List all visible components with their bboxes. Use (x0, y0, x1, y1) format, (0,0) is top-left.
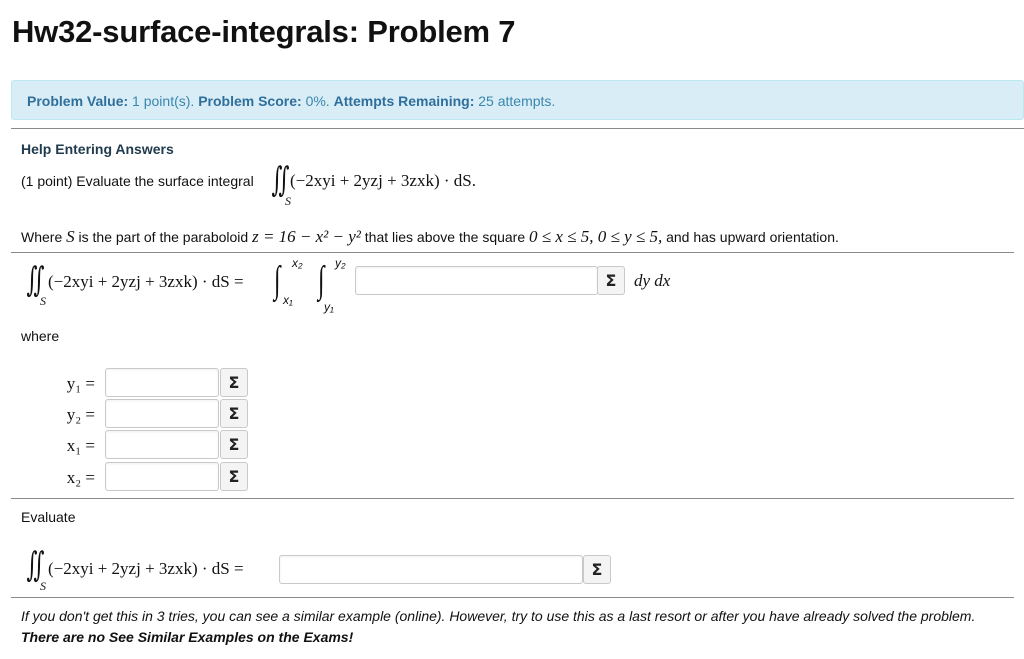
bound-label-x2: x₂ = (66, 468, 95, 487)
bound-input-x1[interactable] (105, 430, 219, 459)
equation-editor-sigma-icon[interactable]: Σ (220, 399, 248, 428)
bound-input-y2[interactable] (105, 399, 219, 428)
setup-integral (21, 260, 50, 308)
problem-intro: (1 point) Evaluate the surface integral (21, 173, 254, 189)
integral-subscript: S (39, 294, 46, 308)
inner-lower-limit: y₁ (324, 300, 334, 314)
attempts-label: Attempts Remaining: (333, 93, 475, 109)
double-integral-sign: ∬ (26, 262, 45, 299)
where-mid: is the part of the paraboloid (78, 229, 249, 245)
integral-sign: ∫ (273, 259, 281, 301)
double-integral-sign: ∬ (26, 547, 45, 584)
equation-editor-sigma-icon[interactable]: Σ (220, 462, 248, 491)
divider (11, 128, 1024, 129)
differential: dy dx (634, 271, 671, 290)
equation-editor-sigma-icon[interactable]: Σ (583, 555, 611, 584)
inner-upper-limit: y₂ (335, 256, 346, 270)
divider (11, 597, 1014, 598)
problem-value: 1 point(s). (132, 93, 195, 109)
integral-subscript: S (39, 579, 46, 593)
bound-label-y1: y₁ = (66, 374, 95, 393)
evaluate-answer-input[interactable] (279, 555, 583, 584)
evaluate-label: Evaluate (21, 509, 76, 525)
problem-info-bar (11, 80, 1024, 120)
where-prefix: Where (21, 229, 63, 245)
integrand-answer-input[interactable] (355, 266, 598, 295)
evaluate-lhs: (−2xyi + 2yzj + 3zxk) · dS = (48, 559, 244, 578)
attempts-remaining: 25 attempts. (478, 93, 556, 109)
bound-label-y2: y₂ = (66, 405, 95, 424)
where-mid2: that lies above the square (364, 229, 526, 245)
surface-var: S (66, 227, 75, 246)
integral-subscript: S (284, 194, 291, 208)
exam-warning: There are no See Similar Examples on the Exams! (21, 629, 354, 645)
setup-lhs: (−2xyi + 2yzj + 3zxk) · dS = (48, 272, 244, 291)
outer-integral (272, 258, 281, 302)
equation-editor-sigma-icon[interactable]: Σ (597, 266, 625, 295)
problem-score: 0%. (305, 93, 330, 109)
square-domain: 0 ≤ x ≤ 5, 0 ≤ y ≤ 5, (529, 227, 663, 246)
help-entering-answers-link[interactable]: Help Entering Answers (21, 141, 174, 157)
footer-note (21, 606, 1001, 648)
double-integral-sign: ∬ (271, 162, 290, 199)
bound-input-y1[interactable] (105, 368, 219, 397)
where-description (21, 227, 839, 247)
intro-integrand: (−2xyi + 2yzj + 3zxk) · dS. (290, 171, 476, 190)
divider (11, 498, 1014, 499)
paraboloid-equation: z = 16 − x² − y² (252, 227, 361, 246)
outer-upper-limit: x₂ (292, 256, 303, 270)
problem-value-label: Problem Value: (27, 93, 129, 109)
integral-sign: ∫ (317, 259, 325, 301)
evaluate-integral (21, 545, 50, 593)
where-label: where (21, 328, 60, 344)
equation-editor-sigma-icon[interactable]: Σ (220, 430, 248, 459)
inner-integral (316, 258, 325, 302)
page-title: Hw32-surface-integrals: Problem 7 (12, 14, 516, 49)
similar-example-note: If you don't get this in 3 tries, you can see a similar example (online). However, try to use this as a last resort or after you have already solved the problem. (21, 608, 976, 624)
bound-label-x1: x₁ = (66, 436, 95, 455)
problem-score-label: Problem Score: (198, 93, 302, 109)
outer-lower-limit: x₁ (283, 293, 293, 307)
bound-input-x2[interactable] (105, 462, 219, 491)
divider (11, 252, 1014, 253)
where-end: and has upward orientation. (666, 229, 839, 245)
equation-editor-sigma-icon[interactable]: Σ (220, 368, 248, 397)
